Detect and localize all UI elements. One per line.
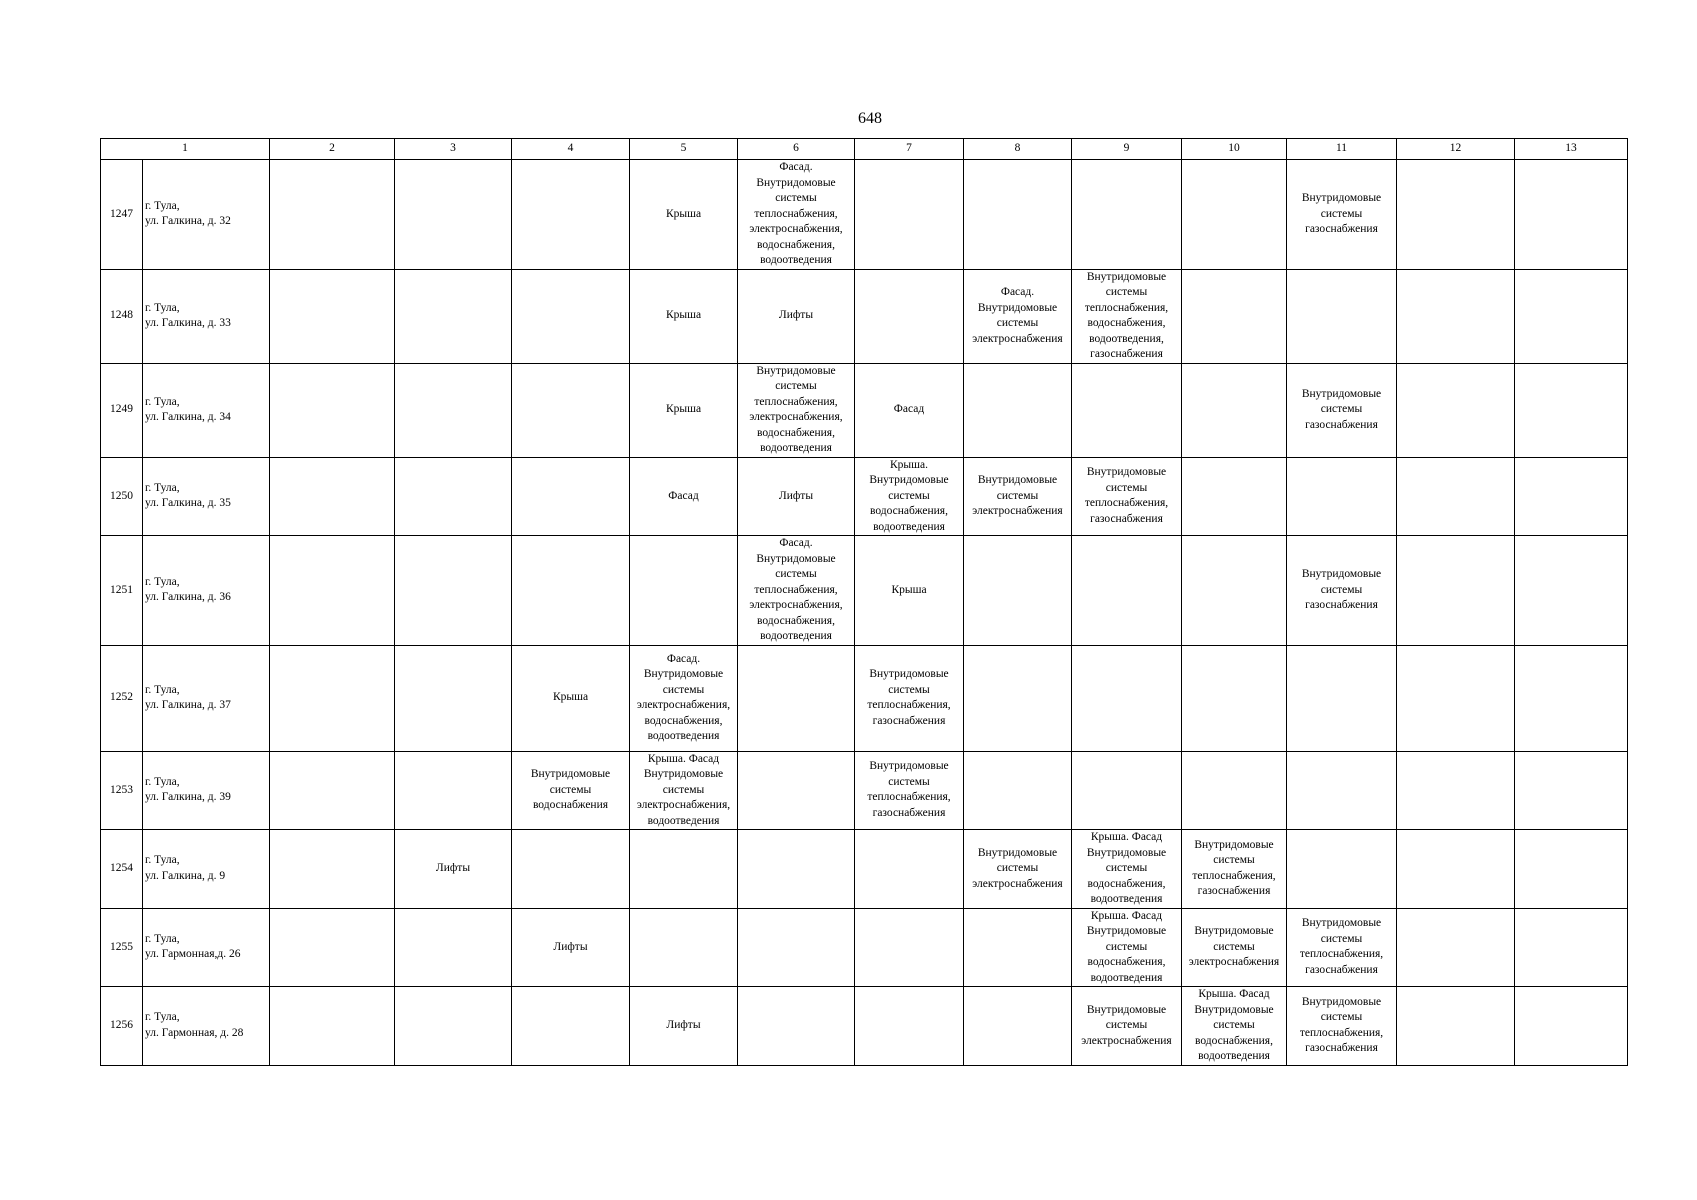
work-cell-col-9: Внутридомовые системы электроснабжения [1072,987,1182,1066]
work-cell-col-9 [1072,536,1182,646]
work-cell-col-5: Крыша [630,363,738,457]
work-cell-col-9 [1072,645,1182,751]
work-cell-col-9 [1072,751,1182,830]
work-cell-col-4: Внутридомовые системы водоснабжения [512,751,630,830]
address-line: г. Тула, [145,932,180,945]
address-cell [143,908,270,987]
row-number: 1254 [101,830,143,909]
work-cell-col-12 [1397,536,1515,646]
address-line: ул. Галкина, д. 37 [145,699,231,711]
address-line: г. Тула, [145,854,180,867]
work-cell-col-5 [630,536,738,646]
work-cell-col-7: Крыша [855,536,964,646]
work-cell-col-5: Лифты [630,987,738,1066]
work-cell-col-6: Внутридомовые системы теплоснабжения, электроснабжения, водоснабжения, водоотведения [738,363,855,457]
work-cell-col-13 [1515,987,1628,1066]
address-line: ул. Галкина, д. 35 [145,497,231,510]
work-cell-col-2 [270,751,395,830]
work-cell-col-8: Фасад. Внутридомовые системы электроснабжения [964,269,1072,363]
table-row [101,751,1628,830]
work-cell-col-13 [1515,160,1628,270]
work-cell-col-10 [1182,160,1287,270]
work-cell-col-11 [1287,269,1397,363]
work-cell-col-2 [270,536,395,646]
work-cell-col-5 [630,830,738,909]
address-cell [143,830,270,909]
row-number: 1250 [101,457,143,536]
work-cell-col-2 [270,908,395,987]
work-cell-col-11 [1287,457,1397,536]
work-cell-col-7: Крыша. Внутридомовые системы водоснабжения, водоотведения [855,457,964,536]
address-line: ул. Галкина, д. 39 [145,791,231,804]
work-cell-col-5: Крыша [630,269,738,363]
work-cell-col-4: Крыша [512,645,630,751]
row-number: 1247 [101,160,143,270]
work-cell-col-2 [270,269,395,363]
work-cell-col-10: Внутридомовые системы электроснабжения [1182,908,1287,987]
work-cell-col-11 [1287,751,1397,830]
work-cell-col-2 [270,645,395,751]
work-cell-col-7: Внутридомовые системы теплоснабжения, газоснабжения [855,751,964,830]
work-cell-col-12 [1397,160,1515,270]
work-cell-col-4 [512,536,630,646]
work-cell-col-6 [738,751,855,830]
work-cell-col-6 [738,830,855,909]
work-cell-col-10: Крыша. Фасад Внутридомовые системы водоснабжения, водоотведения [1182,987,1287,1066]
work-cell-col-9: Крыша. Фасад Внутридомовые системы водоснабжения, водоотведения [1072,908,1182,987]
work-cell-col-12 [1397,751,1515,830]
work-cell-col-13 [1515,908,1628,987]
row-number: 1253 [101,751,143,830]
work-cell-col-6: Лифты [738,457,855,536]
work-cell-col-11 [1287,830,1397,909]
table-row [101,269,1628,363]
row-number: 1255 [101,908,143,987]
work-cell-col-8: Внутридомовые системы электроснабжения [964,830,1072,909]
work-cell-col-9 [1072,160,1182,270]
work-cell-col-11: Внутридомовые системы теплоснабжения, газоснабжения [1287,987,1397,1066]
work-cell-col-9: Крыша. Фасад Внутридомовые системы водоснабжения, водоотведения [1072,830,1182,909]
column-number-header: 7 [855,139,964,160]
work-cell-col-13 [1515,645,1628,751]
table-row [101,457,1628,536]
column-number-header: 5 [630,139,738,160]
work-cell-col-7 [855,987,964,1066]
work-cell-col-5: Крыша [630,160,738,270]
work-cell-col-8 [964,987,1072,1066]
work-cell-col-8 [964,160,1072,270]
address-line: г. Тула, [145,481,180,494]
work-cell-col-10 [1182,269,1287,363]
work-cell-col-10 [1182,645,1287,751]
work-cell-col-8: Внутридомовые системы электроснабжения [964,457,1072,536]
work-cell-col-7: Внутридомовые системы теплоснабжения, газоснабжения [855,645,964,751]
address-line: ул. Гармонная,д. 26 [145,948,241,961]
work-cell-col-11: Внутридомовые системы газоснабжения [1287,160,1397,270]
work-cell-col-3 [395,751,512,830]
work-cell-col-7: Фасад [855,363,964,457]
work-cell-col-6: Фасад. Внутридомовые системы теплоснабжения, электроснабжения, водоснабжения, водоотведения [738,160,855,270]
work-cell-col-4 [512,160,630,270]
work-cell-col-3: Лифты [395,830,512,909]
work-cell-col-8 [964,751,1072,830]
repair-schedule-table [100,138,1628,1066]
work-cell-col-8 [964,363,1072,457]
work-cell-col-8 [964,536,1072,646]
work-cell-col-5: Фасад [630,457,738,536]
work-cell-col-6 [738,645,855,751]
address-line: г. Тула, [145,395,180,408]
work-cell-col-8 [964,908,1072,987]
work-cell-col-3 [395,987,512,1066]
row-number: 1252 [101,645,143,751]
address-line: ул. Галкина, д. 33 [145,317,231,329]
work-cell-col-7 [855,908,964,987]
work-cell-col-13 [1515,830,1628,909]
work-cell-col-4: Лифты [512,908,630,987]
column-number-header: 8 [964,139,1072,160]
address-cell [143,457,270,536]
address-line: г. Тула, [145,575,180,588]
work-cell-col-3 [395,363,512,457]
work-cell-col-3 [395,645,512,751]
work-cell-col-13 [1515,751,1628,830]
table-row [101,363,1628,457]
row-number: 1248 [101,269,143,363]
column-number-header: 1 [101,139,270,160]
column-number-header: 12 [1397,139,1515,160]
address-cell [143,269,270,363]
work-cell-col-4 [512,363,630,457]
work-cell-col-13 [1515,269,1628,363]
work-cell-col-10 [1182,536,1287,646]
work-cell-col-12 [1397,987,1515,1066]
work-cell-col-4 [512,987,630,1066]
address-line: г. Тула, [145,683,180,696]
work-cell-col-11: Внутридомовые системы газоснабжения [1287,536,1397,646]
column-number-header: 3 [395,139,512,160]
work-cell-col-12 [1397,830,1515,909]
table-row [101,160,1628,270]
work-cell-col-11: Внутридомовые системы теплоснабжения, газоснабжения [1287,908,1397,987]
work-cell-col-12 [1397,908,1515,987]
work-cell-col-5: Фасад. Внутридомовые системы электроснабжения, водоснабжения, водоотведения [630,645,738,751]
address-line: ул. Галкина, д. 36 [145,591,231,604]
address-cell [143,363,270,457]
address-cell [143,987,270,1066]
work-cell-col-8 [964,645,1072,751]
column-number-header: 9 [1072,139,1182,160]
work-cell-col-12 [1397,269,1515,363]
work-cell-col-6 [738,908,855,987]
row-number: 1256 [101,987,143,1066]
work-cell-col-5 [630,908,738,987]
work-cell-col-7 [855,160,964,270]
address-line: г. Тула, [145,301,180,314]
work-cell-col-4 [512,457,630,536]
column-number-header: 6 [738,139,855,160]
work-cell-col-11 [1287,645,1397,751]
work-cell-col-11: Внутридомовые системы газоснабжения [1287,363,1397,457]
work-cell-col-7 [855,269,964,363]
address-cell [143,751,270,830]
row-number: 1249 [101,363,143,457]
work-cell-col-10: Внутридомовые системы теплоснабжения, газоснабжения [1182,830,1287,909]
address-line: г. Тула, [145,199,180,212]
work-cell-col-3 [395,160,512,270]
address-line: ул. Галкина, д. 9 [145,869,226,882]
work-cell-col-2 [270,457,395,536]
row-number: 1251 [101,536,143,646]
work-cell-col-4 [512,830,630,909]
address-line: ул. Галкина, д. 32 [145,215,231,228]
work-cell-col-6 [738,987,855,1066]
work-cell-col-4 [512,269,630,363]
work-cell-col-12 [1397,645,1515,751]
work-cell-col-10 [1182,751,1287,830]
table-row [101,908,1628,987]
address-cell [143,536,270,646]
page-number: 648 [858,110,882,127]
work-cell-col-7 [855,830,964,909]
work-cell-col-6: Лифты [738,269,855,363]
work-cell-col-6: Фасад. Внутридомовые системы теплоснабжения, электроснабжения, водоснабжения, водоотведения [738,536,855,646]
work-cell-col-13 [1515,536,1628,646]
work-cell-col-9: Внутридомовые системы теплоснабжения, водоснабжения, водоотведения, газоснабжения [1072,269,1182,363]
work-cell-col-5: Крыша. Фасад Внутридомовые системы электроснабжения, водоотведения [630,751,738,830]
table-row [101,987,1628,1066]
work-cell-col-2 [270,363,395,457]
work-cell-col-12 [1397,457,1515,536]
table-row [101,536,1628,646]
column-number-header: 13 [1515,139,1628,160]
table-row [101,645,1628,751]
work-cell-col-3 [395,536,512,646]
address-line: ул. Галкина, д. 34 [145,411,231,423]
work-cell-col-13 [1515,363,1628,457]
work-cell-col-2 [270,830,395,909]
address-cell [143,160,270,270]
work-cell-col-3 [395,908,512,987]
table-row [101,830,1628,909]
work-cell-col-9: Внутридомовые системы теплоснабжения, газоснабжения [1072,457,1182,536]
column-number-header: 10 [1182,139,1287,160]
work-cell-col-12 [1397,363,1515,457]
column-number-header: 2 [270,139,395,160]
work-cell-col-3 [395,457,512,536]
column-number-header: 11 [1287,139,1397,160]
address-line: г. Тула, [145,775,180,788]
work-cell-col-13 [1515,457,1628,536]
column-number-row [101,139,1628,160]
work-cell-col-10 [1182,363,1287,457]
address-line: ул. Гармонная, д. 28 [145,1026,244,1039]
work-cell-col-2 [270,160,395,270]
address-cell [143,645,270,751]
work-cell-col-2 [270,987,395,1066]
address-line: г. Тула, [145,1011,180,1024]
work-cell-col-3 [395,269,512,363]
column-number-header: 4 [512,139,630,160]
work-cell-col-9 [1072,363,1182,457]
work-cell-col-10 [1182,457,1287,536]
